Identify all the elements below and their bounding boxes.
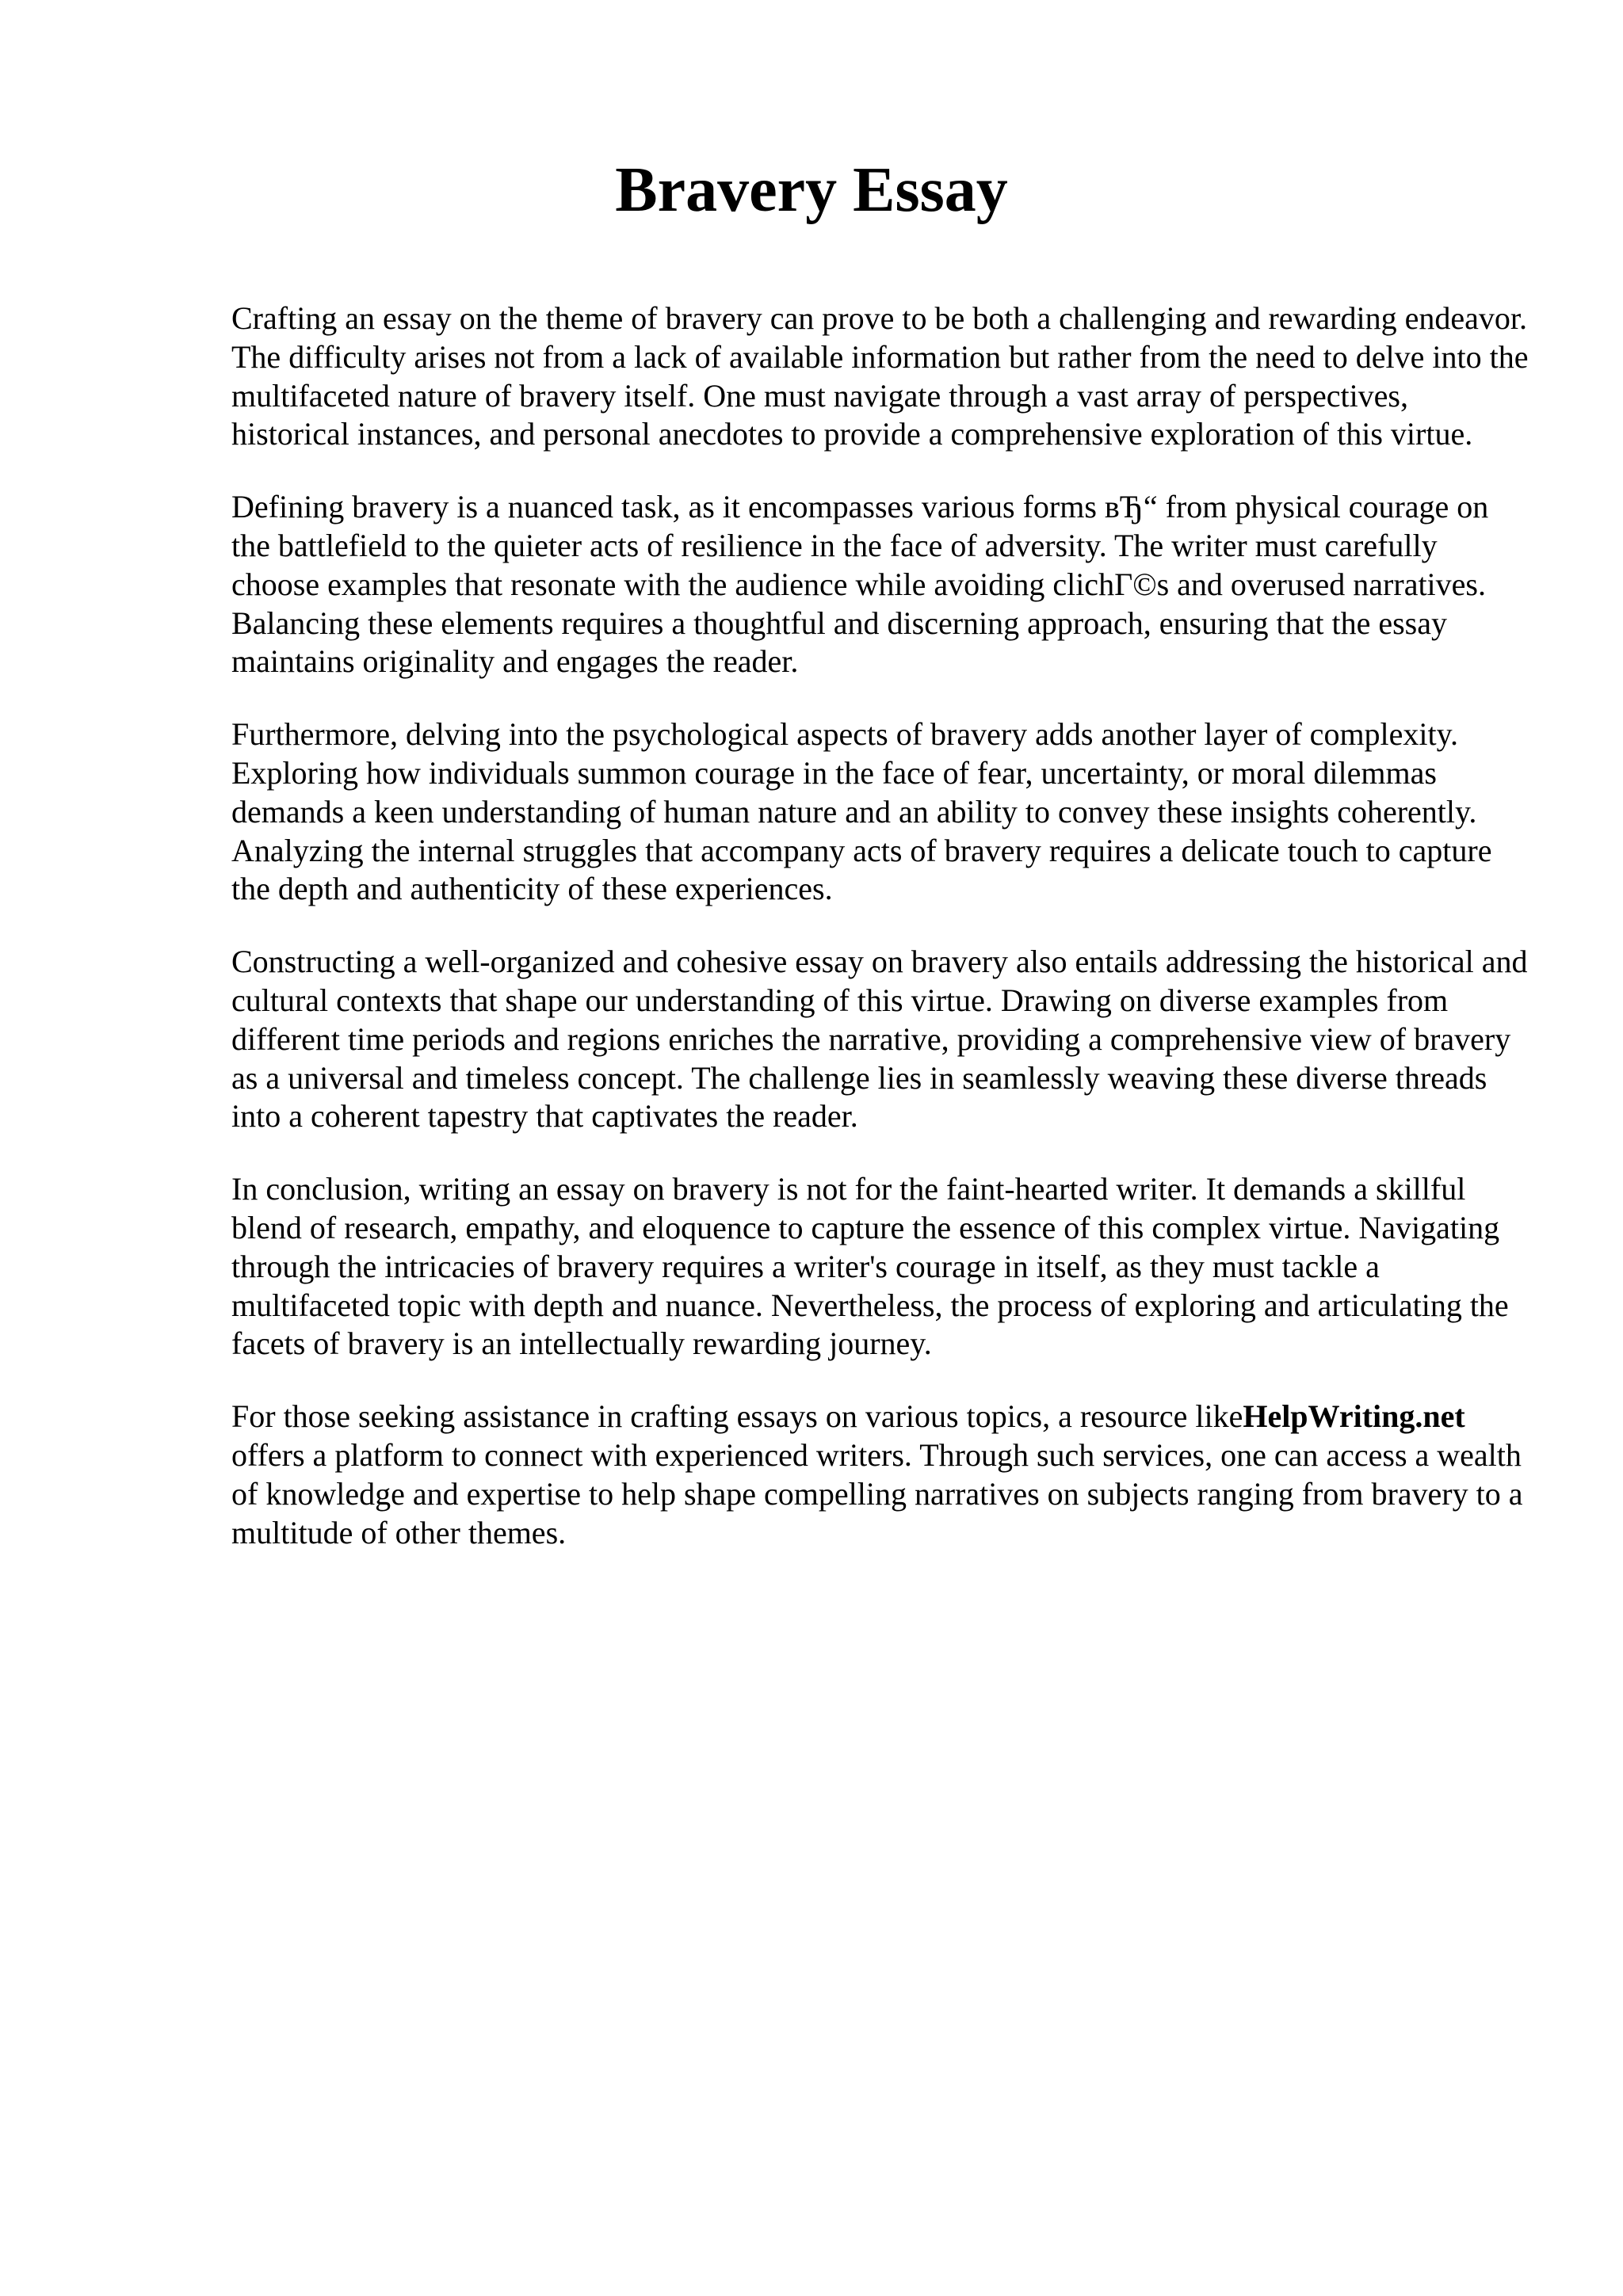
paragraph-6-trailing-text: offers a platform to connect with experienced writers. Through such services, one can access a wealth of knowledge and expertise to help shape compelling narratives on subjects ranging from bravery to a multitude of other themes. xyxy=(231,1436,1523,1550)
paragraph-6 xyxy=(231,1398,1531,1552)
paragraph-1: Crafting an essay on the theme of bravery can prove to be both a challenging and rewarding endeavor. The difficulty arises not from a lack of available information but rather from the need to delve into the multifaceted nature of bravery itself. One must navigate through a vast array of perspectives, historical instances, and personal anecdotes to provide a comprehensive exploration of this virtue. xyxy=(231,300,1529,452)
paragraph-5: In conclusion, writing an essay on bravery is not for the faint-hearted writer. It demands a skillful blend of research, empathy, and eloquence to capture the essence of this complex virtue. Navigating through the intricacies of bravery requires a writer's courage in itself, as they must tackle a multifaceted topic with depth and nuance. Nevertheless, the process of exploring and articulating the facets of bravery is an intellectually rewarding journey. xyxy=(231,1171,1509,1362)
document-title: Bravery Essay xyxy=(615,155,1008,225)
helpwriting-link[interactable]: HelpWriting.net xyxy=(1243,1398,1465,1435)
paragraph-3: Furthermore, delving into the psychological aspects of bravery adds another layer of complexity. Exploring how individuals summon courage in the face of fear, uncertainty, or moral dilemmas demands a keen understanding of human nature and an ability to convey these insights coherently. Analyzing the internal struggles that accompany acts of bravery requires a delicate touch to capture the depth and authenticity of these experiences. xyxy=(231,716,1492,907)
paragraph-4: Constructing a well-organized and cohesive essay on bravery also entails addressing the historical and cultural contexts that shape our understanding of this virtue. Drawing on diverse examples from different time periods and regions enriches the narrative, providing a comprehensive view of bravery as a universal and timeless concept. The challenge lies in seamlessly weaving these diverse threads into a coherent tapestry that captivates the reader. xyxy=(231,944,1528,1135)
document-body xyxy=(231,299,1531,1586)
paragraph-2: Defining bravery is a nuanced task, as it encompasses various forms вЂ“ from physical courage on the battlefield to the quieter acts of resilience in the face of adversity. The writer must carefully choose examples that resonate with the audience while avoiding clichГ©s and overused narratives. Balancing these elements requires a thoughtful and discerning approach, ensuring that the essay maintains originality and engages the reader. xyxy=(231,489,1489,680)
paragraph-6-lead-text: For those seeking assistance in crafting essays on various topics, a resource like xyxy=(231,1398,1243,1435)
